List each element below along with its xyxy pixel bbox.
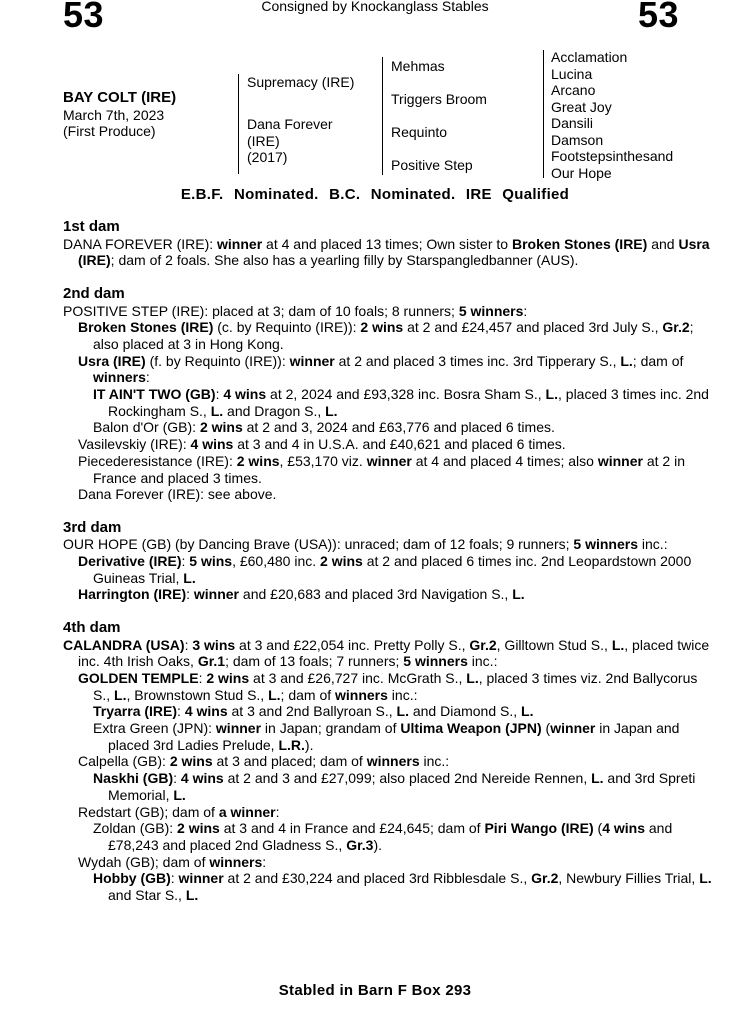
bold-text: 5 winners xyxy=(458,302,524,319)
catalogue-body xyxy=(63,219,713,920)
entry-text: at 3 and £22,054 inc. Pretty Polly S., xyxy=(235,636,470,653)
bold-text: IT AIN'T TWO (GB) xyxy=(93,386,216,403)
entry-text: and £20,683 and placed 3rd Navigation S., xyxy=(239,586,513,603)
pedigree-dam-line: (IRE) xyxy=(247,132,280,149)
bold-text: 3 wins xyxy=(192,636,236,653)
pedigree-gen2-item: Mehmas xyxy=(391,58,445,74)
entry-text: OUR HOPE (GB) (by Dancing Brave (USA)): unraced; dam of 12 foals; 9 runners; xyxy=(63,536,574,553)
bold-text: 5 winners xyxy=(573,536,639,553)
bold-text: 2 wins xyxy=(169,753,213,770)
entry-text: , £53,170 viz. xyxy=(279,452,367,469)
entry-text: : xyxy=(215,386,224,403)
pedigree-entry xyxy=(63,637,713,670)
pedigree-entry xyxy=(63,553,713,586)
pedigree-gen3-item: Damson xyxy=(551,131,604,148)
entry-text: ( xyxy=(541,720,551,737)
pedigree-entry xyxy=(63,870,713,903)
entry-text: and 3rd Spreti Memorial, xyxy=(108,770,696,803)
pedigree-gen3-item: Acclamation xyxy=(551,49,628,65)
pedigree-dam xyxy=(247,116,333,166)
bold-text: 4 wins xyxy=(184,703,228,720)
pedigree-entry xyxy=(63,586,713,603)
nominations-line: E.B.F. Nominated. B.C. Nominated. IRE Qualified xyxy=(180,186,570,203)
bold-text: L. xyxy=(611,636,625,653)
bold-text: Broken Stones (IRE) xyxy=(511,235,648,252)
pedigree-entry xyxy=(63,386,713,419)
dam-section xyxy=(63,520,713,604)
pedigree-gen2-item: Positive Step xyxy=(391,157,473,173)
entry-text: at 3 and placed; dam of xyxy=(212,753,367,770)
dam-section xyxy=(63,286,713,503)
entry-text: Zoldan (GB): xyxy=(93,820,178,837)
pedigree-entry xyxy=(63,820,713,853)
lot-number-left: 53 xyxy=(63,0,105,35)
bold-text: Gr.2 xyxy=(662,319,690,336)
bold-text: Usra (IRE) xyxy=(78,352,146,369)
entry-text: at 3 and 4 in France and £24,645; dam of xyxy=(219,820,485,837)
bold-text: L. xyxy=(512,586,525,603)
pedigree-gen2-item: Triggers Broom xyxy=(391,91,487,107)
entry-text: (f. by Requinto (IRE)): xyxy=(145,352,290,369)
bold-text: winner xyxy=(550,720,596,737)
pedigree-entry xyxy=(63,486,713,503)
stabling-footer: Stabled in Barn F Box 293 xyxy=(278,982,472,999)
entry-text: , Newbury Fillies Trial, xyxy=(558,870,700,887)
entry-text: , placed 3 times inc. 2nd Rockingham S., xyxy=(108,386,709,419)
entry-text: Redstart (GB); dam of xyxy=(78,803,219,820)
bold-text: 4 wins xyxy=(223,386,267,403)
entry-text: : xyxy=(262,853,267,870)
section-heading: 3rd dam xyxy=(63,518,122,536)
entry-text: and xyxy=(647,235,679,252)
entry-text: ; also placed at 3 in Hong Kong. xyxy=(93,319,694,352)
bold-text: winner xyxy=(289,352,335,369)
entry-text: and £78,243 and placed 2nd Gladness S., xyxy=(108,820,673,853)
bold-text: winners xyxy=(93,369,146,386)
entry-text: at 2, 2024 and £93,328 inc. Bosra Sham S., xyxy=(266,386,546,403)
bold-text: L. xyxy=(466,669,479,686)
bold-text: Ultima Weapon (JPN) xyxy=(400,720,542,737)
entry-text: Calpella (GB): xyxy=(78,753,170,770)
entry-text: (c. by Requinto (IRE)): xyxy=(213,319,361,336)
entry-text: inc.: xyxy=(387,686,418,703)
bold-text: L. xyxy=(521,703,534,720)
pedigree-entry xyxy=(63,353,713,386)
entry-text: Extra Green (JPN): xyxy=(93,720,216,737)
entry-text: , Brownstown Stud S., xyxy=(126,686,269,703)
pedigree-sire: Supremacy (IRE) xyxy=(247,74,355,90)
bold-text: L. xyxy=(114,686,127,703)
entry-text: POSITIVE STEP (IRE): placed at 3; dam of 10 foals; 8 runners; xyxy=(63,302,459,319)
bold-text: Gr.3 xyxy=(346,836,374,853)
bold-text: Piri Wango (IRE) xyxy=(484,820,594,837)
bold-text: Usra (IRE) xyxy=(78,235,710,269)
bold-text: L. xyxy=(185,887,199,904)
bold-text: winners xyxy=(209,853,263,870)
pedigree-entry xyxy=(63,753,713,770)
bold-text: Derivative (IRE) xyxy=(78,553,182,570)
pedigree-entry xyxy=(63,419,713,436)
bold-text: Harrington (IRE) xyxy=(78,586,187,603)
bold-text: L. xyxy=(173,786,186,803)
pedigree-entry xyxy=(63,854,713,871)
pedigree-entry xyxy=(63,453,713,486)
bold-text: 5 winners xyxy=(403,653,468,670)
pedigree-entry xyxy=(63,319,713,352)
pedigree-gen3-item: Footstepsinthesand xyxy=(551,148,674,164)
bold-text: Hobby (GB) xyxy=(93,870,171,887)
pedigree-line-1 xyxy=(238,74,239,174)
entry-text: at 3 and £26,727 inc. McGrath S., xyxy=(249,669,467,686)
entry-text: at 2 and 3 and £27,099; also placed 2nd Nereide Rennen, xyxy=(223,770,592,787)
entry-text: at 4 and placed 4 times; also xyxy=(411,452,598,469)
bold-text: winners xyxy=(335,686,388,703)
bold-text: 2 wins xyxy=(177,820,220,837)
bold-text: 4 wins xyxy=(602,820,645,837)
pedigree-gen3-item: Arcano xyxy=(551,82,596,98)
entry-text: Wydah (GB); dam of xyxy=(78,853,210,870)
section-heading: 4th dam xyxy=(63,618,121,636)
horse-info xyxy=(63,90,176,140)
bold-text: winner xyxy=(597,452,643,469)
entry-text: at 4 and placed 13 times; Own sister to xyxy=(262,235,512,252)
bold-text: L. xyxy=(591,770,604,787)
entry-text: and Dragon S., xyxy=(223,402,326,419)
pedigree-gen3-item: Dansili xyxy=(551,115,594,131)
pedigree-entry xyxy=(63,436,713,453)
bold-text: L. xyxy=(545,386,558,403)
entry-text: : xyxy=(177,703,185,720)
pedigree-entry xyxy=(63,703,713,720)
bold-text: winner xyxy=(178,870,224,887)
bold-text: 2 wins xyxy=(320,553,363,570)
bold-text: Gr.2 xyxy=(531,870,559,887)
pedigree-entry xyxy=(63,720,713,753)
entry-text: : xyxy=(198,669,207,686)
entry-text: Vasilevskiy (IRE): xyxy=(78,436,191,453)
entry-text: in Japan and placed 3rd Ladies Prelude, xyxy=(108,720,680,753)
bold-text: GOLDEN TEMPLE xyxy=(78,669,199,686)
bold-text: a winner xyxy=(218,803,276,820)
entry-text: , placed 3 times viz. 2nd Ballycorus S., xyxy=(93,669,698,703)
bold-text: winners xyxy=(366,753,420,770)
entry-text: : xyxy=(145,369,150,386)
bold-text: 4 wins xyxy=(180,770,224,787)
section-heading: 1st dam xyxy=(63,218,120,235)
bold-text: L. xyxy=(268,686,281,703)
horse-produce: (First Produce) xyxy=(63,123,156,139)
entry-text: Dana Forever (IRE): see above. xyxy=(78,486,277,503)
bold-text: L. xyxy=(620,352,633,369)
pedigree-gen3 xyxy=(551,49,673,181)
entry-text: Balon d'Or (GB): xyxy=(93,419,200,436)
bold-text: CALANDRA (USA) xyxy=(63,636,185,653)
entry-text: at 2 and placed 3 times inc. 3rd Tipperary S., xyxy=(334,352,621,369)
entry-text: ; dam of xyxy=(632,352,684,369)
entry-text: : xyxy=(184,636,193,653)
horse-dob: March 7th, 2023 xyxy=(63,106,165,123)
pedigree-gen3-item: Great Joy xyxy=(551,98,612,115)
pedigree-entry xyxy=(63,236,713,269)
bold-text: L.R. xyxy=(278,736,305,753)
entry-text: and Diamond S., xyxy=(408,703,522,720)
entry-text: inc.: xyxy=(419,753,450,770)
entry-text: at 2 in France and placed 3 times. xyxy=(93,452,685,486)
pedigree-dam-line: Dana Forever xyxy=(247,116,333,132)
bold-text: L. xyxy=(210,402,224,419)
bold-text: Naskhi (GB) xyxy=(93,770,174,787)
entry-text: inc.: xyxy=(638,536,668,553)
entry-text: : xyxy=(186,586,194,603)
section-heading: 2nd dam xyxy=(63,284,125,302)
entry-text: and Star S., xyxy=(108,887,186,904)
pedigree-line-3 xyxy=(543,50,544,178)
bold-text: Gr.2 xyxy=(469,636,497,653)
entry-text: at 2 and placed 6 times inc. 2nd Leopardstown 2000 Guineas Trial, xyxy=(93,553,692,586)
pedigree-gen3-item: Lucina xyxy=(551,65,593,82)
pedigree-gen3-item: Our Hope xyxy=(551,164,612,181)
bold-text: Tryarra (IRE) xyxy=(93,703,178,720)
bold-text: winner xyxy=(366,452,412,469)
pedigree-entry xyxy=(63,770,713,803)
lot-number-right: 53 xyxy=(638,0,680,35)
pedigree-entry xyxy=(63,804,713,821)
entry-text: Piecederesistance (IRE): xyxy=(78,452,237,469)
pedigree-entry xyxy=(63,303,713,320)
entry-text: , £60,480 inc. xyxy=(232,553,321,570)
entry-text: inc.: xyxy=(467,653,498,670)
horse-title: BAY COLT (IRE) xyxy=(63,89,177,106)
bold-text: 5 wins xyxy=(189,553,233,570)
bold-text: L. xyxy=(183,569,196,586)
entry-text: ( xyxy=(593,820,603,837)
entry-text: at 2 and 3, 2024 and £63,776 and placed 6 times. xyxy=(242,419,555,436)
entry-text: ; dam of 2 foals. She also has a yearling filly by Starspangledbanner (AUS). xyxy=(110,252,579,269)
entry-text: ). xyxy=(304,736,314,753)
dam-section xyxy=(63,219,713,269)
entry-text: : xyxy=(173,770,181,787)
bold-text: 2 wins xyxy=(360,319,404,336)
bold-text: winner xyxy=(215,720,262,737)
entry-text: DANA FOREVER (IRE): xyxy=(63,235,218,252)
pedigree-dam-line: (2017) xyxy=(247,149,288,165)
entry-text: at 3 and 4 in U.S.A. and £40,621 and placed 6 times. xyxy=(233,436,566,453)
entry-text: : xyxy=(523,302,528,319)
entry-text: , placed twice inc. 4th Irish Oaks, xyxy=(78,636,710,670)
pedigree-entry xyxy=(63,670,713,703)
entry-text: , Gilltown Stud S., xyxy=(496,636,612,653)
bold-text: 2 wins xyxy=(199,419,243,436)
bold-text: 2 wins xyxy=(236,452,280,469)
entry-text: : xyxy=(181,553,190,570)
entry-text: in Japan; grandam of xyxy=(261,720,401,737)
entry-text: : xyxy=(275,803,280,820)
consignor-line: Consigned by Knockanglass Stables xyxy=(261,0,489,14)
bold-text: Broken Stones (IRE) xyxy=(78,319,214,336)
dam-section xyxy=(63,620,713,904)
entry-text: at 2 and £30,224 and placed 3rd Ribblesdale S., xyxy=(223,870,532,887)
bold-text: L. xyxy=(699,870,712,887)
pedigree-entry xyxy=(63,536,713,553)
bold-text: winner xyxy=(217,235,263,252)
entry-text: at 3 and 2nd Ballyroan S., xyxy=(227,703,397,720)
bold-text: 4 wins xyxy=(190,436,234,453)
entry-text: ; dam of xyxy=(280,686,336,703)
bold-text: winner xyxy=(193,586,240,603)
entry-text: at 2 and £24,457 and placed 3rd July S., xyxy=(403,319,663,336)
bold-text: Gr.1 xyxy=(197,653,226,670)
entry-text: ). xyxy=(373,836,382,853)
pedigree-gen2-item: Requinto xyxy=(391,124,448,140)
entry-text: : xyxy=(170,870,179,887)
bold-text: 2 wins xyxy=(206,669,250,686)
bold-text: L. xyxy=(325,402,338,419)
pedigree-line-2 xyxy=(382,57,383,175)
bold-text: L. xyxy=(396,703,409,720)
entry-text: ; dam of 13 foals; 7 runners; xyxy=(225,653,404,670)
